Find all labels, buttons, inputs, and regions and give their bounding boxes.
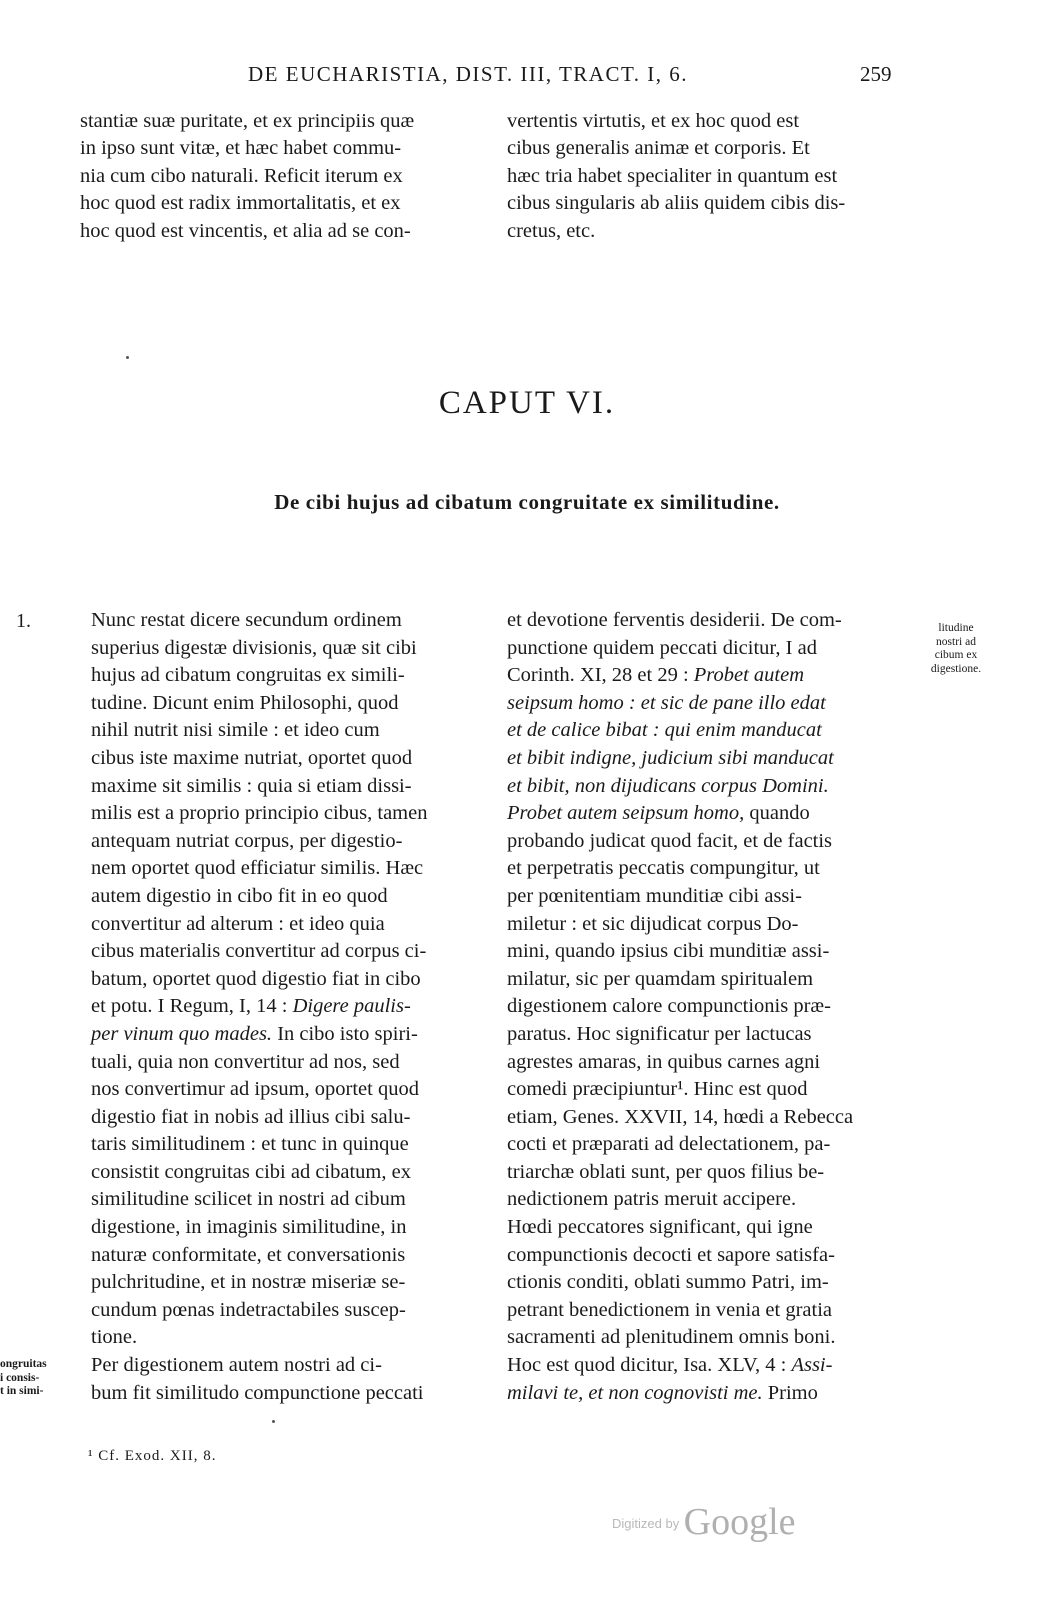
text-line: seipsum homo : et sic de pane illo edat [507,691,826,714]
text-line: nedictionem patris meruit accipere. [507,1188,797,1211]
text-line: tudine. Dicunt enim Philosophi, quod [91,691,399,714]
text-line: hæc tria habet specialiter in quantum est [507,164,838,187]
text-line: cibus singularis ab aliis quidem cibis dis- [507,192,846,215]
text-line: tuali, quia non convertitur ad nos, sed [91,1050,400,1073]
margin-note-line: digestione. [930,662,982,675]
text-line: tione. [91,1326,138,1349]
text-line: convertitur ad alterum : et ideo quia [91,912,385,935]
text-line: digestione, in imaginis similitudine, in [91,1216,407,1239]
text-line: Hœdi peccatores significant, qui igne [507,1216,813,1239]
text-line: pulchritudine, et in nostræ miseriæ se- [91,1271,406,1294]
margin-note-line: i consis- [0,1371,40,1384]
text-line: ctionis conditi, oblati summo Patri, im- [507,1271,829,1294]
text-line: etiam, Genes. XXVII, 14, hœdi a Rebecca [507,1105,854,1128]
text-line: digestio fiat in nobis ad illius cibi salu- [91,1105,411,1128]
text-line: et de calice bibat : qui enim manducat [507,719,822,742]
text-line: consistit congruitas cibi ad cibatum, ex [91,1160,411,1183]
text-line: nem oportet quod efficiatur similis. Hæc [91,857,424,880]
margin-note-line: ongruitas [0,1358,47,1370]
text-line: digestionem calore compunctionis præ- [507,995,831,1018]
main-right-column [507,607,912,1407]
left-margin-note [0,1358,84,1399]
text-line: cocti et præparati ad delectationem, pa- [507,1133,831,1156]
print-speck [272,1420,275,1423]
text-line: et potu. I Regum, I, 14 : Digere paulis- [91,995,411,1018]
margin-note-line: cibum ex [934,649,978,661]
text-line: autem digestio in cibo fit in eo quod [91,884,388,907]
text-line: milis est a proprio principio cibus, tamen [91,802,428,825]
text-line: compunctionis decocti et sapore satisfa- [507,1243,835,1266]
text-line: per pœnitentiam munditiæ cibi assi- [507,884,802,907]
text-line: et devotione ferventis desiderii. De com- [507,609,842,631]
text-line: per vinum quo mades. In cibo isto spiri- [91,1022,418,1045]
text-line: taris similitudinem : et tunc in quinque [91,1133,409,1156]
text-line: paratus. Hoc significatur per lactucas [507,1022,812,1045]
text-line: Corinth. XI, 28 et 29 : Probet autem [507,664,805,687]
margin-note-line: t in simi- [0,1385,44,1397]
text-line: petrant benedictionem in venia et gratia [507,1298,833,1321]
text-line: cibus iste maxime nutriat, oportet quod [91,746,413,769]
text-line: maxime sit similis : quia si etiam dissi- [91,774,412,797]
main-left-column [91,607,471,1407]
text-line: et bibit, non dijudicans corpus Domini. [507,774,829,797]
text-line: cundum pœnas indetractabiles suscep- [91,1298,406,1321]
chapter-subtitle: De cibi hujus ad cibatum congruitate ex similitudine. [274,490,780,514]
running-head-title: DE EUCHARISTIA, DIST. III, TRACT. I, 6. [248,62,688,86]
text-line: nia cum cibo naturali. Reficit iterum ex [80,164,403,187]
text-line: nihil nutrit nisi simile : et ideo cum [91,719,380,742]
text-line: similitudine scilicet in nostri ad cibum [91,1188,406,1211]
scripture-quote: Digere paulis- [292,995,411,1018]
text-line: milatur, sic per quamdam spiritualem [507,967,814,990]
text-line: cibus materialis convertitur ad corpus ci- [91,940,427,963]
text-line: Hoc est quod dicitur, Isa. XLV, 4 : Assi- [507,1354,833,1377]
text-line: sacramenti ad plenitudinem omnis boni. [507,1326,836,1349]
text-line: hoc quod est radix immortalitatis, et ex [80,192,401,215]
chapter-title: CAPUT VI. [438,385,616,421]
text-line: et perpetratis peccatis compungitur, ut [507,857,820,880]
text-line: hujus ad cibatum congruitas ex simili- [91,664,405,687]
margin-note-line: litudine [938,622,974,634]
scripture-quote: milavi te, et non cognovisti me. [507,1381,763,1404]
top-left-column [80,108,470,245]
text-line: cretus, etc. [507,219,596,242]
page-number: 259 [860,62,892,86]
text-line: stantiæ suæ puritate, et ex principiis quæ [80,110,415,132]
text-line: comedi præcipiuntur¹. Hinc est quod [507,1078,808,1101]
text-line: nos convertimur ad ipsum, oportet quod [91,1078,419,1101]
text-line: et bibit indigne, judicium sibi manducat [507,746,834,769]
text-line: probando judicat quod facit, et de factis [507,829,833,852]
text-line: antequam nutriat corpus, per digestio- [91,829,403,852]
text-line: triarchæ oblati sunt, per quos filius be- [507,1160,825,1183]
text-line: Probet autem seipsum homo, quando [507,802,810,825]
text-line: naturæ conformitate, et conversationis [91,1243,406,1266]
section-number: 1. [16,610,31,632]
text-line: cibus generalis animæ et corporis. Et [507,137,810,160]
text-line: vertentis virtutis, et ex hoc quod est [507,110,800,132]
watermark-caption: Digitized by [612,1516,680,1531]
text-line: hoc quod est vincentis, et alia ad se con- [80,219,411,242]
text-line: superius digestæ divisionis, quæ sit cibi [91,636,417,659]
text-line: agrestes amaras, in quibus carnes agni [507,1050,821,1073]
top-right-column [507,108,913,245]
digitization-watermark [612,1500,796,1544]
text-line: Nunc restat dicere secundum ordinem [91,609,402,631]
right-margin-note [916,622,996,676]
text-line: mini, quando ipsius cibi munditiæ assi- [507,940,830,963]
print-speck [126,356,129,359]
text-line: milavi te, et non cognovisti me. Primo [507,1381,818,1404]
scripture-quote: Probet autem [693,664,805,687]
running-head [0,62,1054,92]
margin-note-line: nostri ad [936,635,976,648]
scripture-quote: Probet autem seipsum homo, [507,802,745,825]
scripture-quote: Assi- [791,1354,833,1377]
text-line: miletur : et sic dijudicat corpus Do- [507,912,799,935]
text-line: in ipso sunt vitæ, et hæc habet commu- [80,137,402,160]
footnote: ¹ Cf. Exod. XII, 8. [88,1448,217,1464]
text-line: bum fit similitudo compunctione peccati [91,1381,424,1404]
text-line: batum, oportet quod digestio fiat in cibo [91,967,421,990]
scripture-quote: per vinum quo mades. [91,1022,273,1045]
text-line: punctione quidem peccati dicitur, I ad [507,636,817,659]
text-line: Per digestionem autem nostri ad ci- [91,1354,382,1377]
google-logo: Google [683,1501,796,1543]
